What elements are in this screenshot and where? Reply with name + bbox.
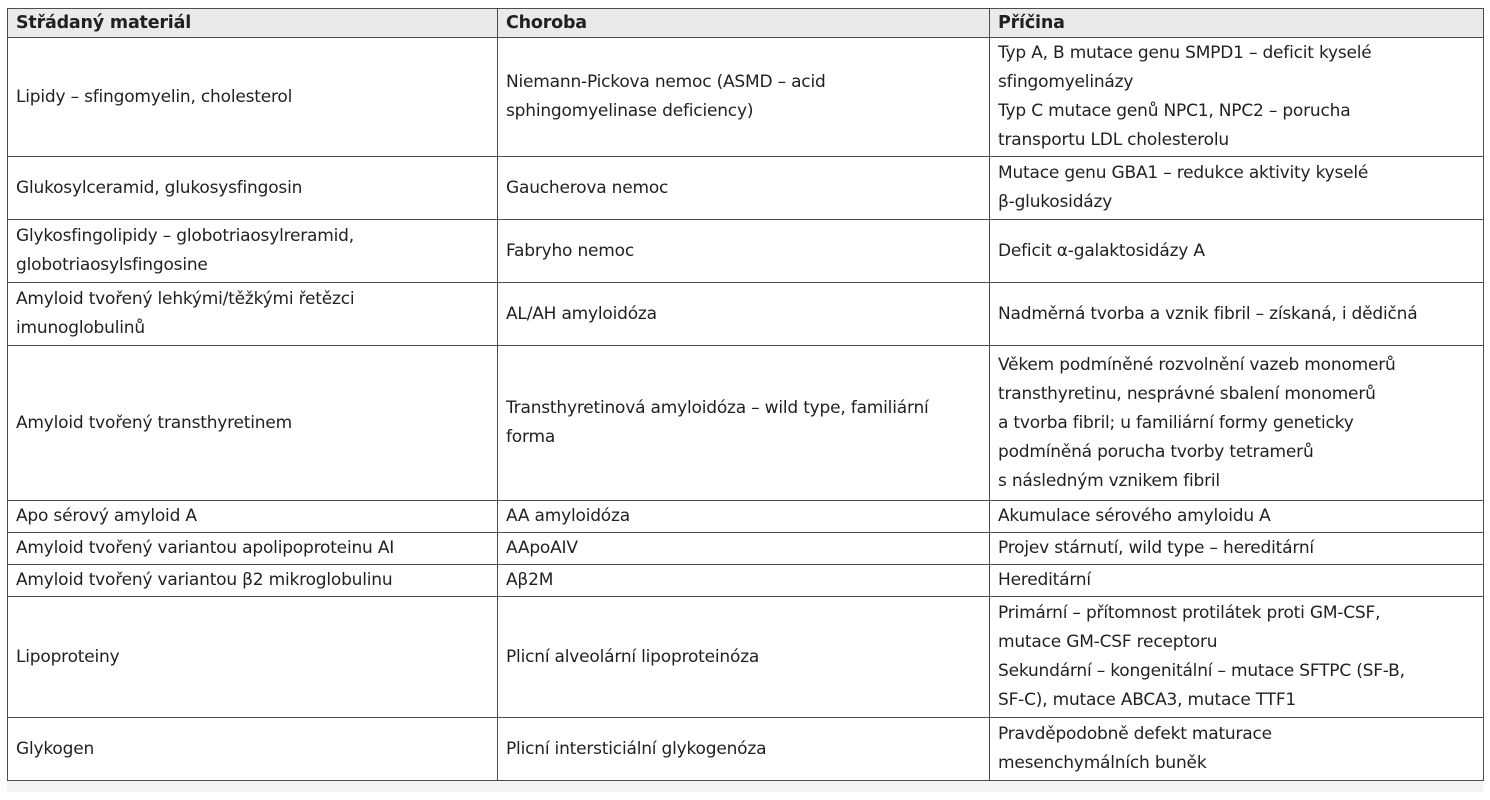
- material-cell: [8, 283, 498, 346]
- cell-line: sphingomyelinase deficiency): [506, 101, 754, 121]
- disease-cell: [498, 220, 990, 283]
- column-header-cause: Příčina: [990, 9, 1484, 38]
- cell-line: Mutace genu GBA1 – redukce aktivity kyselé: [998, 163, 1369, 183]
- cell-line: Typ C mutace genů NPC1, NPC2 – porucha: [998, 101, 1351, 121]
- cell-line: AA amyloidóza: [506, 506, 630, 526]
- material-cell: [8, 597, 498, 718]
- cause-cell: [990, 533, 1484, 565]
- cell-line: Sekundární – kongenitální – mutace SFTPC (SF-B,: [998, 661, 1405, 681]
- cell-line: Amyloid tvořený lehkými/těžkými řetězci: [16, 289, 355, 309]
- disease-cell: [498, 38, 990, 157]
- cell-line: forma: [506, 427, 556, 447]
- cell-line: Amyloid tvořený variantou β2 mikroglobulinu: [16, 570, 393, 590]
- material-cell: [8, 501, 498, 533]
- cell-line: transportu LDL cholesterolu: [998, 130, 1229, 150]
- material-cell: [8, 157, 498, 220]
- cause-cell: [990, 220, 1484, 283]
- cell-line: Věkem podmíněné rozvolnění vazeb monomerů: [998, 354, 1396, 375]
- cause-cell: [990, 38, 1484, 157]
- cell-line: sfingomyelinázy: [998, 72, 1134, 92]
- disease-cell: [498, 157, 990, 220]
- table-row: [8, 283, 1484, 346]
- cell-line: Glukosylceramid, glukosysfingosin: [16, 177, 303, 198]
- cell-line: a tvorba fibril; u familiární formy geneticky: [998, 412, 1354, 433]
- table-row: [8, 157, 1484, 220]
- cell-line: Pravděpodobně defekt maturace: [998, 724, 1272, 744]
- storage-materials-table: [7, 8, 1484, 781]
- cell-line: Glykogen: [16, 738, 95, 759]
- disease-cell: [498, 718, 990, 781]
- cause-cell: [990, 718, 1484, 781]
- cause-cell: [990, 565, 1484, 597]
- cell-line: Apo sérový amyloid A: [16, 506, 197, 526]
- cell-line: Aβ2M: [506, 570, 554, 590]
- cell-line: mutace GM-CSF receptoru: [998, 632, 1218, 652]
- cause-cell: [990, 597, 1484, 718]
- cell-line: SF-C), mutace ABCA3, mutace TTF1: [998, 690, 1297, 710]
- disease-cell: [498, 501, 990, 533]
- table-row: [8, 597, 1484, 718]
- cell-line: Hereditární: [998, 570, 1091, 590]
- column-header-material: Střádaný materiál: [8, 9, 498, 38]
- cell-line: Niemann-Pickova nemoc (ASMD – acid: [506, 72, 826, 92]
- disease-cell: [498, 565, 990, 597]
- cause-cell: [990, 283, 1484, 346]
- cause-cell: [990, 157, 1484, 220]
- table-row: [8, 565, 1484, 597]
- cell-line: Deficit α-galaktosidázy A: [998, 240, 1205, 261]
- table-row: [8, 220, 1484, 283]
- cell-line: AApoAIV: [506, 538, 578, 558]
- table-row: [8, 501, 1484, 533]
- material-cell: [8, 718, 498, 781]
- table-row: [8, 38, 1484, 157]
- table-row: [8, 346, 1484, 501]
- cell-line: Amyloid tvořený variantou apolipoproteinu AI: [16, 538, 395, 558]
- cell-line: Typ A, B mutace genu SMPD1 – deficit kyselé: [998, 43, 1372, 63]
- cell-line: AL/AH amyloidóza: [506, 303, 657, 324]
- material-cell: [8, 38, 498, 157]
- material-cell: [8, 220, 498, 283]
- cell-line: Gaucherova nemoc: [506, 177, 669, 198]
- material-cell: [8, 533, 498, 565]
- table-row: [8, 718, 1484, 781]
- cell-line: Primární – přítomnost protilátek proti GM-CSF,: [998, 603, 1381, 623]
- cell-line: β-glukosidázy: [998, 192, 1113, 212]
- cell-line: Plicní alveolární lipoproteinóza: [506, 646, 760, 667]
- disease-cell: [498, 283, 990, 346]
- cell-line: Nadměrná tvorba a vznik fibril – získaná, i dědičná: [998, 303, 1418, 324]
- disease-cell: [498, 597, 990, 718]
- cell-line: Plicní intersticiální glykogenóza: [506, 738, 767, 759]
- column-header-disease: Choroba: [498, 9, 990, 38]
- table-row: [8, 533, 1484, 565]
- cell-line: Akumulace sérového amyloidu A: [998, 506, 1271, 526]
- cause-cell: [990, 346, 1484, 501]
- cell-line: Fabryho nemoc: [506, 240, 634, 261]
- cell-line: Projev stárnutí, wild type – hereditární: [998, 538, 1314, 558]
- table-header-row: [8, 9, 1484, 38]
- cell-line: podmíněná porucha tvorby tetramerů: [998, 441, 1314, 462]
- cell-line: s následným vznikem fibril: [998, 470, 1220, 491]
- cell-line: Lipidy – sfingomyelin, cholesterol: [16, 86, 293, 107]
- cause-cell: [990, 501, 1484, 533]
- cell-line: globotriaosylsfingosine: [16, 255, 208, 275]
- cell-line: Glykosfingolipidy – globotriaosylreramid,: [16, 226, 354, 246]
- cell-line: imunoglobulinů: [16, 318, 145, 338]
- cell-line: Amyloid tvořený transthyretinem: [16, 412, 292, 433]
- cell-line: Transthyretinová amyloidóza – wild type, familiární: [506, 398, 929, 418]
- disease-cell: [498, 346, 990, 501]
- cell-line: mesenchymálních buněk: [998, 753, 1207, 773]
- cell-line: transthyretinu, nesprávné sbalení monomerů: [998, 383, 1376, 404]
- disease-cell: [498, 533, 990, 565]
- cell-line: Lipoproteiny: [16, 646, 120, 667]
- material-cell: [8, 565, 498, 597]
- material-cell: [8, 346, 498, 501]
